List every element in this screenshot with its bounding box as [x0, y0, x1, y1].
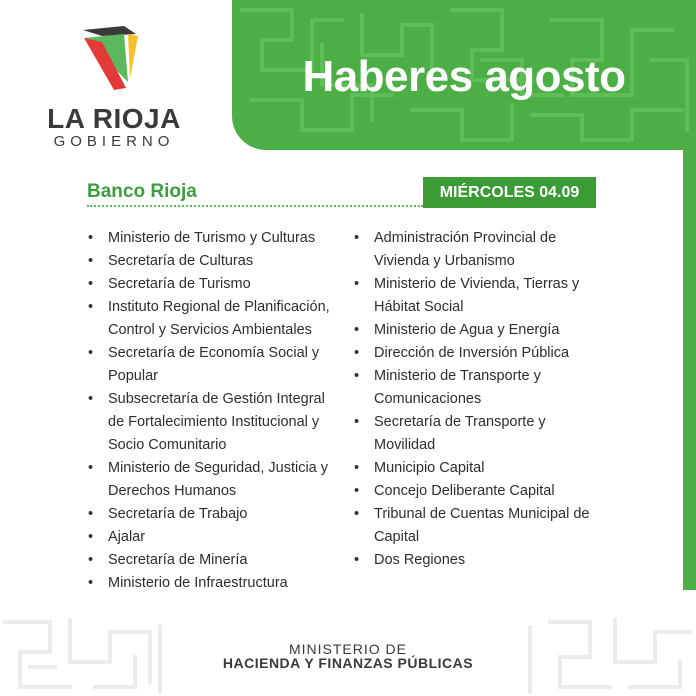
footer-maze-pattern-icon [520, 612, 696, 696]
list-item: • Secretaría de Transporte y Movilidad [354, 411, 600, 457]
list-item: • Ministerio de Turismo y Culturas [88, 227, 344, 250]
list-item: • Secretaría de Minería [88, 549, 344, 572]
logo-subtitle: GOBIERNO [53, 133, 175, 150]
left-item-list [88, 227, 344, 595]
list-item: • Secretaría de Culturas [88, 250, 344, 273]
date-badge: MIÉRCOLES 04.09 [423, 177, 596, 208]
list-item: • Administración Provincial de Vivienda y Urbanismo [354, 227, 600, 273]
list-item: • Instituto Regional de Planificación, Control y Servicios Ambientales [88, 296, 344, 342]
list-item: • Subsecretaría de Gestión Integral de Fortalecimiento Institucional y Socio Comunitario [88, 388, 344, 457]
logo-title: LA RIOJA [47, 103, 181, 134]
list-item: • Dos Regiones [354, 549, 600, 572]
list-item: • Ministerio de Seguridad, Justicia y Derechos Humanos [88, 457, 344, 503]
list-item: • Municipio Capital [354, 457, 600, 480]
list-item: • Ministerio de Agua y Energía [354, 319, 600, 342]
dotted-divider [87, 205, 423, 207]
list-item: • Ministerio de Vivienda, Tierras y Hábitat Social [354, 273, 600, 319]
bank-label: Banco Rioja [87, 181, 197, 202]
la-rioja-emblem-icon [80, 22, 144, 92]
footer-ministry-name: HACIENDA Y FINANZAS PÚBLICAS [222, 655, 474, 671]
list-item: • Ministerio de Transporte y Comunicaciones [354, 365, 600, 411]
footer-maze-pattern-icon [0, 612, 176, 696]
side-accent-bar [683, 150, 696, 590]
page-title: Haberes agosto [302, 52, 626, 101]
list-item: • Dirección de Inversión Pública [354, 342, 600, 365]
list-item: • Secretaría de Trabajo [88, 503, 344, 526]
list-item: • Secretaría de Turismo [88, 273, 344, 296]
list-item: • Concejo Deliberante Capital [354, 480, 600, 503]
list-item: • Ajalar [88, 526, 344, 549]
footer-ministry-label: MINISTERIO DE [288, 641, 407, 657]
list-item: • Tribunal de Cuentas Municipal de Capital [354, 503, 600, 549]
list-item: • Ministerio de Infraestructura [88, 572, 344, 595]
right-item-list [354, 227, 600, 572]
list-item: • Secretaría de Economía Social y Popular [88, 342, 344, 388]
